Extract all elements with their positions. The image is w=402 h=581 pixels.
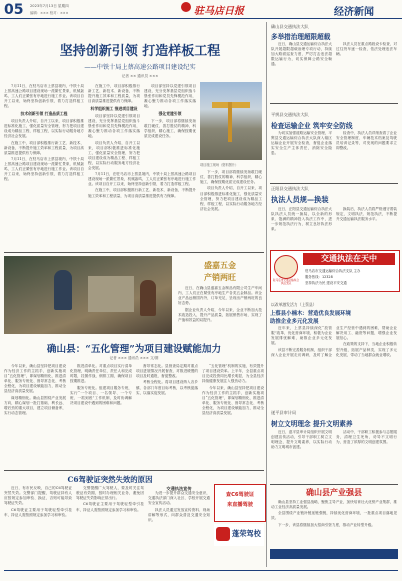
footer-rule	[4, 570, 398, 571]
right-feature-paragraph: 该县不断完善服务机制，组织干部深入企业开展走访调研，及时了解企业生产经营中遇到的困难，帮助企业解决用工、融资等问题，增强企业发展信心。	[271, 326, 397, 357]
right-lower-paragraph: 活动中，干部职工积极参与志愿服务，清理卫生死角，劝导不文明行为，营造了浓厚的文明创建氛围。	[336, 430, 397, 445]
right-top-paragraph: 近日，确山县交通运输综合执法大队开展超限超载治理专项行动，持续加大路面巡查力度，严厉打击违法超限运输行为，切实保障公路安全畅通。	[271, 42, 332, 67]
right-low-paragraph: 换装后，执法人员将严格遵守着装规定，文明执法、规范执法，不断提升交通运输执法服务水平。	[336, 207, 397, 222]
page-number: 05	[4, 2, 24, 18]
worker-shape	[54, 270, 72, 310]
lead-subhead: 强化党建引领	[158, 111, 182, 117]
lead-paragraph: 下一步，项目部将继续发扬敢打硬仗、善打胜仗的精神，科学组织，精心施工，确保按期优质完成建设任务。	[144, 118, 196, 139]
bottom-mid-paragraph: 为进一步提升群众交通安全意识，交通执法部门深入社区、学校开展交通安全宣传活动。	[148, 491, 210, 506]
lead-paragraph: 7月11日，在驻马店市上蔡县境内，中铁十局上蔡高速公路项目建设现场一派繁忙景象，机械轰鸣，工人们正紧张有序地进行施工作业。该项目自开工以来，始终坚持创新引领，着力打造样板工程。	[4, 84, 84, 109]
feature-paragraph: 今年以来，确山县坚持把项目建设作为经济工作的主抓手，创新实施项目“五化管理”，即谋划精细化、推进清单化、服务专班化、督导常态化、考核全程化，为项目建设赋能加力，推动全县经济高质量发展。	[4, 364, 66, 394]
banner-line: 驻马店市交通运输综合执法支队 主办	[305, 269, 361, 273]
right-feature-paragraph: 近年来，上蔡县持续深化“放管服”改革，优化营商环境，积极为企业发展排忧解难，助推企业多元化发展。	[271, 326, 332, 346]
lead-paragraph: 项目部坚持以党建引领项目建设，充分发挥基层党组织战斗堡垒作用和党员先锋模范作用，凝心聚力推动各项工作落实落地。	[88, 113, 140, 139]
right-bottom-paragraph: 全县围绕产业链补链延链强链，持续优化营商环境，一批重点项目落地见效。	[271, 511, 397, 521]
middle-box-title-2: 产销两旺	[204, 272, 236, 282]
section-rule	[4, 470, 264, 471]
feature-col-2	[70, 364, 132, 466]
right-rule	[270, 484, 398, 485]
bottom-mid-title: 交通执法宣传	[166, 486, 192, 491]
lead-title: 坚持创新引领 打造样板工程	[59, 44, 221, 59]
paper-name: 驻马店日报	[194, 6, 244, 17]
right-lower-kicker: 遂平县审计局	[271, 410, 297, 415]
ad-box	[214, 484, 266, 522]
feature-paragraph: 服务专班化。组建项目服务专班，实行“一个项目、一名领导、一个专班、一抓到底”工作机制，及时协调解决项目建设中遇到的困难和问题。	[70, 385, 132, 405]
middle-box-body	[178, 286, 262, 332]
feature-paragraph: 推进清单化。对重点项目实行清单化管理，明确责任单位、责任人和完成时限，挂图作战，倒排工期，确保项目按期推进。	[70, 364, 132, 384]
middle-box-title-1: 盛嘉五金	[204, 260, 236, 270]
banner-emblem-icon	[274, 255, 298, 279]
banner-title: 交通执法在天中	[303, 253, 395, 265]
column-divider	[266, 22, 267, 567]
right-low-kicker: 正阳县交通执法大队	[271, 186, 309, 191]
worker-shape	[140, 280, 156, 316]
lead-paragraph: 7月11日，在驻马店市上蔡县境内，中铁十局上蔡高速公路项目建设现场一派繁忙景象，机械轰鸣，工人们正紧张有序地进行施工作业。该项目自开工以来，始终坚持创新引领，着力打造样板工程。	[4, 157, 84, 182]
feature-byline: 记者 ××× 通讯员 ××× 文/图	[109, 356, 159, 360]
middle-box-paragraph: 据企业负责人介绍，今年以来，企业不断加大技术改造投入，提升产品质量，拓展销售市场，实现了产值和效益的双提升。	[178, 307, 262, 322]
right-lower-title: 树立文明理念 提升文明素养	[271, 420, 353, 428]
right-top-paragraph: 执法人员在重点路段设卡检查，对过往货车逐一检查，依法处理违法车辆。	[336, 42, 397, 57]
right-top-kicker: 确山县交通执法大队	[271, 24, 309, 29]
right-feature-title: 上蔡县小楠木：营造优良发展环境	[270, 311, 351, 317]
right-bottom-title-text: 产业强县	[330, 487, 362, 497]
workshop-photo	[4, 256, 172, 334]
right-bottom-paragraph: 确山县坚持工业强县战略，聚焦主导产业，加快培育壮大优势产业集群，推动工业经济高质量发展。	[271, 500, 397, 510]
right-lower-paragraph: 近日，遂平县审计局组织开展文明创建宣传活动，引导干部职工树立文明理念，提升文明素养，以实际行动助力文明城市创建。	[271, 430, 332, 450]
traffic-banner	[270, 250, 400, 292]
right-bottom-paragraph: 下一步，该县将继续加大招商引资力度，推动产业转型升级。	[278, 522, 376, 527]
lead-paragraph: 在施工中，项目部积极推行新工艺、新技术、新设备，不断提升施工效率和工程质量，为项目高质量推进提供有力保障。	[88, 188, 196, 198]
right-top-body	[271, 42, 397, 100]
middle-box-paragraph: 近日，在确山县盛嘉五金制品有限公司生产车间内，工人们正在紧张有序地生产各类五金制品。该企业产品远销国内外，订单充足，呈现出产销两旺的良好态势。	[178, 286, 262, 306]
lead-subhead: 科学组织施工 推进项目建设	[90, 106, 138, 112]
lead-paragraph: 在施工中，项目部积极推行新工艺、新技术、新设备，不断提升施工效率和工程质量，为项目高质量推进提供有力保障。	[88, 84, 140, 104]
driving-school-logo-icon	[216, 527, 230, 541]
banner-left-text: 驻马店市交通运输综合执法支队	[273, 279, 299, 286]
editor-line: 编辑：××× 校对：×××	[30, 11, 69, 15]
driving-school-ad	[214, 524, 264, 546]
date-line: 2023年7月13日 星期四	[30, 4, 69, 8]
ad-line-2: 来直播驾驶	[227, 502, 253, 508]
right-top-title: 多举措治理超限超载	[271, 33, 331, 41]
right-mid-kicker: 平舆县交通执法大队	[271, 112, 309, 117]
paper-logo-icon	[181, 2, 191, 12]
lead-paragraph: 项目负责人介绍，自开工以来，项目部积极推进标准化施工，强化质量安全管理，努力把项目建设成为精品工程、样板工程，以实际行动服务地方经济社会发展。	[4, 118, 84, 139]
right-mid-paragraph: 检查中，执法人员详细查看了企业安全管理制度、车辆技术档案及驾驶员培训记录等，对发现的问题要求立即整改。	[336, 131, 397, 151]
feature-col-4	[202, 364, 264, 466]
feature-paragraph: 谋划精细化。确山县围绕产业发展方向，精心谋划一批打基础、利长远、增后劲的重大项目，建立项目储备库，实行动态管理。	[4, 395, 66, 416]
bottom-mid-col	[148, 486, 210, 568]
right-mid-body	[271, 131, 397, 181]
feature-paragraph: “五化管理”机制的实施，有效提升了项目建设效率。上半年，全县重点项目完成投资同比增长明显，为全县经济持续健康发展注入强劲动力。	[202, 364, 264, 384]
lead-col-5	[88, 172, 196, 248]
right-mid-title: 检查运输企业 筑牢安全防线	[271, 122, 353, 130]
machine-shape	[88, 276, 134, 312]
lead-subtitle: ——中铁十局上蔡高速公路项目建设纪实	[84, 64, 196, 71]
bottom-left-col-1	[4, 486, 72, 568]
bottom-left-paragraph: 交警提醒广大驾驶人，要及时关注驾驶证有效期，按时办理相关业务，避免因驾驶证失效影响正常出行。	[76, 486, 144, 501]
feature-col-1	[4, 364, 66, 466]
right-low-title: 执法人员规—换装	[271, 195, 329, 204]
bottom-left-paragraph: C6驾驶证主要用于驾驶轻型牵引挂车，持证人需按照规定参加学习和审验。	[76, 502, 144, 512]
section-rule	[4, 252, 264, 253]
banner-line: 服务热线：12328	[305, 275, 333, 279]
middle-box	[176, 256, 264, 334]
feature-paragraph: 督导常态化。县督查局定期对重点项目进展情况开展督查，对推进缓慢的项目及时通报，督促整改。	[136, 364, 198, 379]
lead-byline: 记者 ×× 通讯员 ×××	[121, 74, 159, 78]
right-bottom-title	[270, 487, 398, 498]
masthead	[0, 0, 402, 20]
right-bottom-body	[271, 500, 397, 546]
right-bottom-kicker: 确山县	[306, 487, 330, 497]
lead-paragraph: 项目负责人介绍，自开工以来，项目部积极推进标准化施工，强化质量安全管理，努力把项目建设成为精品工程、样板工程，以实际行动服务地方经济社会发展。	[88, 140, 140, 170]
crane-shape	[228, 102, 232, 142]
lead-photo	[200, 82, 262, 160]
lead-paragraph: 7月11日，在驻马店市上蔡县境内，中铁十局上蔡高速公路项目建设现场一派繁忙景象，机械轰鸣，工人们正紧张有序地进行施工作业。该项目自开工以来，始终坚持创新引领，着力打造样板工程。	[88, 172, 196, 187]
right-feature-kicker: 以改革激发活力（上蔡县）	[271, 302, 317, 307]
bottom-left-title: C6驾驶证突然失效的原因	[67, 475, 153, 484]
banner-line: 坚持执法为民 建设平安交通	[305, 281, 347, 285]
section-title: 经济新闻	[334, 7, 374, 18]
right-feature-body	[271, 326, 397, 406]
lead-paragraph: 项目负责人介绍，自开工以来，项目部积极推进标准化施工，强化质量安全管理，努力把项目建设成为精品工程、样板工程，以实际行动服务地方经济社会发展。	[200, 186, 262, 211]
right-bottom-ad-bar	[270, 549, 398, 559]
feature-paragraph: 考核全程化。将项目建设纳入各乡镇、各部门年度目标考核，以考核促落实，以落实促发展。	[136, 380, 198, 395]
right-feature-title-2: 助推企业多元化发展	[270, 319, 319, 325]
right-rule	[270, 183, 398, 184]
right-lower-body	[271, 430, 397, 482]
lead-paragraph: 下一步，项目部将继续发扬敢打硬仗、善打胜仗的精神，科学组织，精心施工，确保按期优质完成建设任务。	[200, 170, 262, 185]
bottom-left-col-2	[76, 486, 144, 568]
lead-paragraph: 项目部坚持以党建引领项目建设，充分发挥基层党组织战斗堡垒作用和党员先锋模范作用，凝心聚力推动各项工作落实落地。	[144, 84, 196, 109]
bottom-mid-paragraph: 执法人员通过发放宣传资料、现场讲解等形式，向群众普及交通安全知识。	[148, 507, 210, 522]
right-feature-paragraph: 在政策的支持下，当地企业积极转型升级，拓展产品种类，实现了多元化发展，带动了当地群众就业增收。	[336, 342, 397, 357]
feature-col-3	[136, 364, 198, 466]
lead-col-4	[200, 170, 262, 248]
bottom-left-paragraph: 近日，有市民反映，自己的C6驾驶证突然失效。交警部门提醒，驾驶证持有人应按规定参加审验、换证，否则可能导致驾驶证失效。	[4, 486, 72, 506]
driving-school-name: 蓬荣驾校	[232, 529, 261, 538]
masthead-rule	[0, 18, 402, 19]
right-mid-paragraph: 为切实加强道路运输安全管理，平舆县交通运输综合执法大队深入辖区运输企业开展安全检查，督促企业落实安全生产主体责任，消除安全隐患。	[271, 131, 332, 156]
feature-title: 确山县：“五化管理”为项目建设赋能加力	[46, 344, 222, 355]
ad-line-1: 查C6驾驶证	[225, 492, 255, 498]
lead-col-1	[4, 84, 84, 248]
lead-paragraph: 在施工中，项目部积极推行新工艺、新技术、新设备，不断提升施工效率和工程质量，为项目高质量推进提供有力保障。	[4, 140, 84, 155]
right-low-paragraph: 近日，正阳县交通运输综合执法大队执法人员统一换装，以全新的形象、饱满的精神投入执法工作中，进一步规范执法行为，树立良好执法形象。	[271, 207, 332, 232]
lead-photo-caption: 项目施工现场（资料图片）	[200, 163, 239, 167]
bottom-left-paragraph: C6驾驶证主要用于驾驶轻型牵引挂车，持证人需按照规定参加学习和审验。	[4, 507, 72, 517]
right-low-body	[271, 207, 397, 247]
feature-paragraph: 今年以来，确山县坚持把项目建设作为经济工作的主抓手，创新实施项目“五化管理”，即谋划精细化、推进清单化、服务专班化、督导常态化、考核全程化，为项目建设赋能加力，推动全县经济高质量发展。	[202, 385, 264, 416]
right-rule	[270, 103, 398, 104]
lead-subhead: 技术创新引领 打造品质工程	[20, 111, 68, 117]
